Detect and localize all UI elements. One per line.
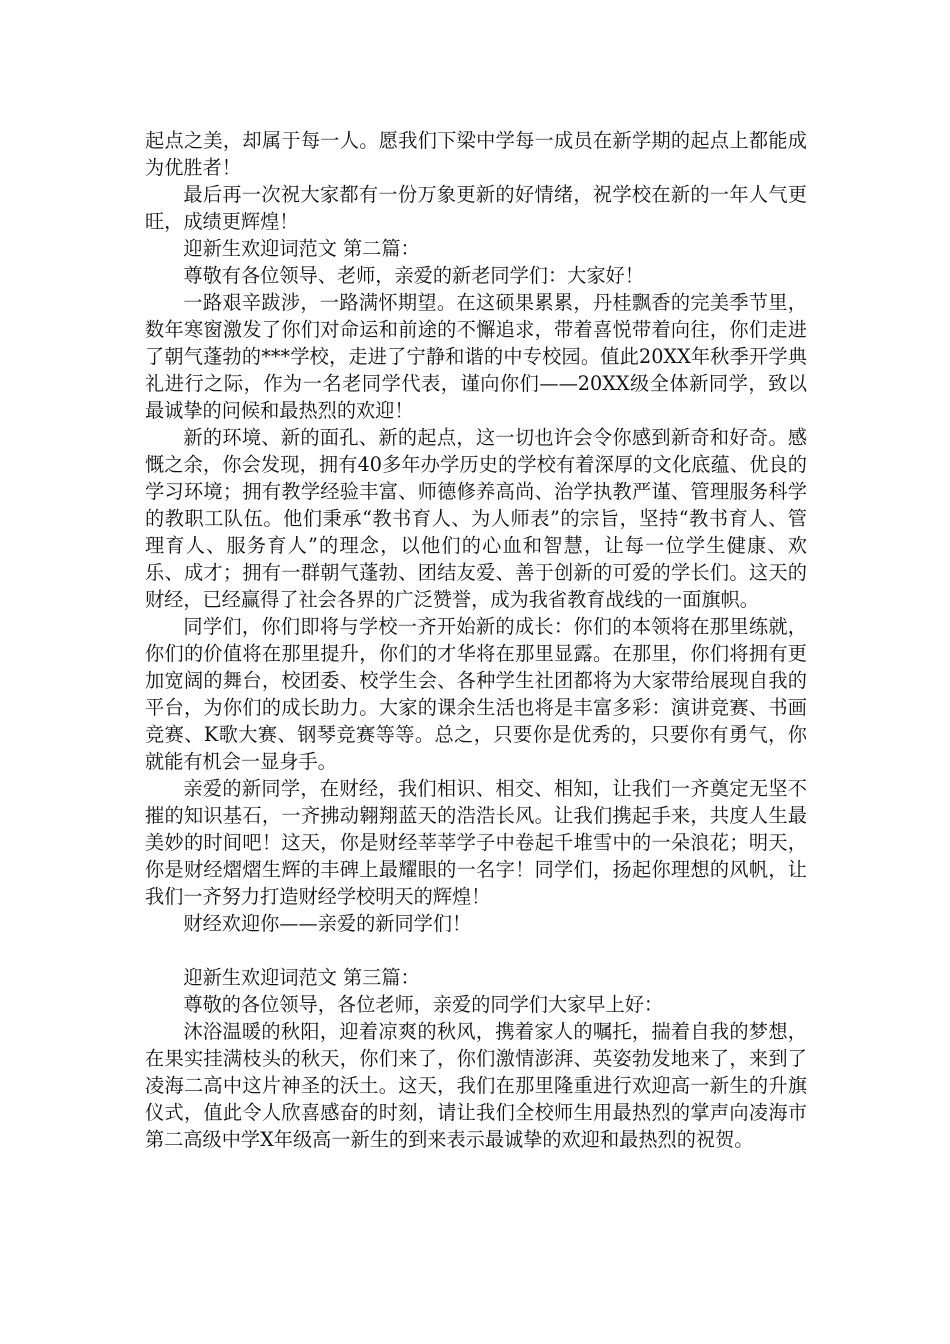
document-page [145, 127, 807, 1153]
section-heading-part-three: 迎新生欢迎词范文 第三篇： [183, 966, 420, 989]
greeting-part-two: 尊敬有各位领导、老师，亲爱的新老同学们：大家好！ [183, 264, 644, 287]
paragraph-journey: 一路艰辛跋涉，一路满怀期望。在这硕果累累，丹桂飘香的完美季节里，数年寒窗激发了你们对命运和前途的不懈追求，带着喜悦带着向往，你们走进了朝气蓬勃的***学校，走进了宁静和谐的中专校园。值此20XX年秋季开学典礼进行之际，作为一名老同学代表，谨向你们——20XX级全体新同学，致以最诚挚的问候和最热烈的欢迎！ [145, 291, 807, 422]
paragraph-autumn-welcome: 沐浴温暖的秋阳，迎着凉爽的秋风，携着家人的嘱托，揣着自我的梦想，在果实挂满枝头的秋天，你们来了，你们激情澎湃、英姿勃发地来了，来到了凌海二高中这片神圣的沃土。这天，我们在那里隆重进行欢迎高一新生的升旗仪式，值此令人欣喜感奋的时刻，请让我们全校师生用最热烈的掌声向凌海市第二高级中学X年级高一新生的到来表示最诚挚的欢迎和最热烈的祝贺。 [145, 1020, 807, 1151]
greeting-part-three: 尊敬的各位领导，各位老师，亲爱的同学们大家早上好： [183, 993, 664, 1016]
paragraph-new-environment: 新的环境、新的面孔、新的起点，这一切也许会令你感到新奇和好奇。感慨之余，你会发现，拥有40多年办学历史的学校有着深厚的文化底蕴、优良的学习环境；拥有教学经验丰富、师德修养高尚、治学执教严谨、管理服务科学的教职工队伍。他们秉承“教书育人、为人师表”的宗旨，坚持“教书育人、管理育人、服务育人”的理念，以他们的心血和智慧，让每一位学生健康、欢乐、成才；拥有一群朝气蓬勃、团结友爱、善于创新的可爱的学长们。这天的财经，已经赢得了社会各界的广泛赞誉，成为我省教育战线的一面旗帜。 [145, 426, 807, 611]
section-heading-part-two: 迎新生欢迎词范文 第二篇： [183, 237, 420, 260]
paragraph-continuation: 起点之美，却属于每一人。愿我们下梁中学每一成员在新学期的起点上都能成为优胜者！ [145, 129, 807, 179]
paragraph-encouragement: 亲爱的新同学，在财经，我们相识、相交、相知，让我们一齐奠定无坚不摧的知识基石，一齐拂动翱翔蓝天的浩浩长风。让我们携起手来，共度人生最美妙的时间吧！这天，你是财经莘莘学子中卷起千堆雪中的一朵浪花；明天，你是财经熠熠生辉的丰碑上最耀眼的一名字！同学们，扬起你理想的风帆，让我们一齐努力打造财经学校明天的辉煌！ [145, 777, 807, 908]
paragraph-welcome-line: 财经欢迎你——亲爱的新同学们！ [183, 912, 472, 935]
paragraph-growth: 同学们，你们即将与学校一齐开始新的成长：你们的本领将在那里练就，你们的价值将在那里提升，你们的才华将在那里显露。在那里，你们将拥有更加宽阔的舞台，校团委、校学生会、各种学生社团都将为大家带给展现自我的平台，为你们的成长助力。大家的课余生活也将是丰富多彩：演讲竞赛、书画竞赛、K歌大赛、钢琴竞赛等等。总之，只要你是优秀的，只要你有勇气，你就能有机会一显身手。 [145, 615, 807, 773]
paragraph-closing-wishes: 最后再一次祝大家都有一份万象更新的好情绪，祝学校在新的一年人气更旺，成绩更辉煌！ [145, 183, 807, 233]
blank-line [145, 937, 807, 964]
